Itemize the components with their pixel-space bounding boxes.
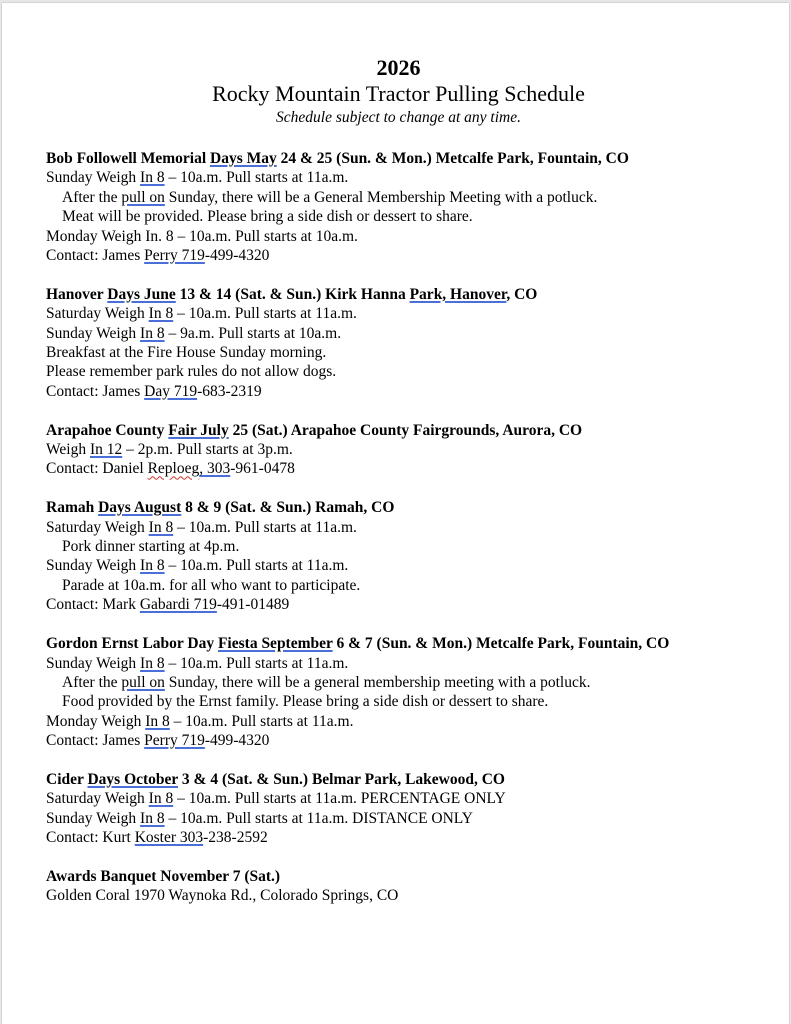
text-segment: Weigh [46, 441, 90, 459]
underlined-text: Fair July [168, 421, 229, 439]
event-detail-line [46, 518, 786, 537]
schedule-year: 2026 [376, 55, 421, 80]
underlined-text: Perry 719 [144, 732, 205, 750]
text-segment: – 10a.m. Pull starts at 11a.m. PERCENTAGE ONLY [173, 790, 506, 808]
document-page [2, 3, 789, 1024]
event-detail-line [46, 654, 786, 673]
event-heading [46, 498, 786, 517]
underlined-text: In 8 [148, 518, 174, 536]
event-detail-line [46, 828, 786, 847]
text-segment: Sunday Weigh [46, 324, 141, 342]
underlined-text: In 8 [140, 169, 165, 187]
event-detail-line [46, 362, 786, 381]
text-segment: After the [62, 673, 122, 691]
text-segment: Contact: James [46, 247, 145, 265]
text-segment: Contact: Daniel [46, 460, 148, 478]
text-segment: – 10a.m. Pull starts at 11a.m. [164, 557, 349, 575]
event-detail-line [46, 459, 786, 478]
event-detail-line [46, 809, 786, 828]
text-segment: -961-0478 [230, 460, 295, 478]
underlined-text: In 12 [89, 441, 123, 459]
event-detail-line [46, 576, 786, 595]
text-segment: Pork dinner starting at 4p.m. [62, 538, 240, 556]
text-segment: 13 & 14 (Sat. & Sun.) Kirk Hanna [175, 285, 410, 303]
event-detail-line [46, 382, 786, 401]
event-block [46, 421, 786, 479]
spellcheck-text: Reploeg [147, 460, 200, 478]
underlined-text: , 303 [199, 460, 231, 478]
text-segment: Ramah [46, 499, 99, 517]
text-segment: 25 (Sat.) Arapahoe County Fairgrounds, Aurora, CO [228, 421, 583, 439]
text-segment: Parade at 10a.m. for all who want to participate. [62, 576, 361, 594]
schedule-title: Rocky Mountain Tractor Pulling Schedule [212, 81, 585, 106]
event-detail-line [46, 537, 786, 556]
text-segment: Breakfast at the Fire House Sunday morning. [46, 344, 327, 362]
text-segment: Sunday Weigh [46, 557, 141, 575]
underlined-text: Gabardi 719 [139, 596, 217, 614]
underlined-text: Days May [210, 150, 277, 167]
schedule-subtitle: Schedule subject to change at any time. [276, 109, 521, 126]
text-segment: – 10a.m. Pull starts at 11a.m. [164, 654, 349, 672]
text-segment: Arapahoe County [46, 421, 169, 439]
text-segment: – 10a.m. Pull starts at 11a.m. [169, 712, 354, 730]
text-segment: Food provided by the Ernst family. Please bring a side dish or dessert to share. [62, 693, 549, 711]
underlined-text: Day 719 [144, 382, 198, 400]
text-segment: Sunday Weigh [46, 654, 141, 672]
underlined-text: Days June [107, 285, 176, 303]
event-detail-line [46, 886, 786, 905]
text-segment: 8 & 9 (Sat. & Sun.) Ramah, CO [181, 499, 395, 517]
text-segment: – 2p.m. Pull starts at 3p.m. [122, 441, 293, 459]
event-heading [46, 634, 786, 653]
event-block [46, 498, 786, 614]
text-segment: Gordon Ernst Labor Day [46, 635, 218, 653]
text-segment: – 10a.m. Pull starts at 11a.m. DISTANCE ONLY [164, 809, 473, 827]
text-segment: – 10a.m. Pull starts at 11a.m. [173, 305, 357, 323]
underlined-text: Days August [98, 499, 182, 517]
event-detail-line [46, 556, 786, 575]
underlined-text: In 8 [145, 712, 170, 730]
event-block [46, 867, 786, 906]
event-detail-line [46, 673, 786, 692]
event-detail-line [46, 789, 786, 808]
event-detail-line [46, 304, 786, 323]
text-segment: Sunday Weigh [46, 169, 141, 187]
text-segment: – 10a.m. Pull starts at 11a.m. [173, 518, 357, 536]
text-segment: -238-2592 [203, 829, 268, 847]
text-segment: Monday Weigh [46, 712, 146, 730]
text-segment: Contact: Mark [46, 596, 140, 614]
event-detail-line [46, 595, 786, 614]
event-detail-line [46, 343, 786, 362]
text-segment: -683-2319 [197, 382, 262, 400]
underlined-text: pull on [121, 188, 165, 206]
underlined-text: Days October [87, 770, 179, 788]
text-segment: -499-4320 [204, 247, 270, 265]
event-heading [46, 149, 786, 168]
text-segment: Saturday Weigh [46, 305, 149, 323]
text-segment: Sunday Weigh [46, 809, 141, 827]
underlined-text: In 8 [140, 809, 165, 827]
text-segment: Please remember park rules do not allow dogs. [46, 363, 337, 381]
event-detail-line [46, 324, 786, 343]
underlined-text: In 8 [148, 790, 174, 808]
text-segment: Awards Banquet November 7 (Sat.) [46, 867, 281, 885]
underlined-text: Park, Hanover [409, 285, 507, 303]
event-heading [46, 867, 786, 886]
text-segment: Golden Coral 1970 Waynoka Rd., Colorado Springs, CO [46, 887, 399, 905]
underlined-text: In 8 [140, 654, 165, 672]
event-detail-line [46, 731, 786, 750]
event-heading [46, 421, 786, 440]
text-segment: Meat will be provided. Please bring a side dish or dessert to share. [62, 208, 473, 226]
underlined-text: Perry 719 [144, 247, 205, 265]
document-header [2, 55, 791, 129]
text-segment: – 10a.m. Pull starts at 11a.m. [164, 169, 349, 187]
event-detail-line [46, 692, 786, 711]
event-list [46, 149, 786, 925]
underlined-text: pull on [121, 673, 165, 691]
event-detail-line [46, 168, 786, 187]
text-segment: Bob Followell Memorial [46, 150, 211, 167]
text-segment: Contact: James [46, 382, 145, 400]
text-segment: – 9a.m. Pull starts at 10a.m. [164, 324, 342, 342]
event-detail-line [46, 440, 786, 459]
event-block [46, 285, 786, 401]
text-segment: After the [62, 188, 122, 206]
event-detail-line [46, 712, 786, 731]
text-segment: 24 & 25 (Sun. & Mon.) Metcalfe Park, Fountain, CO [276, 150, 629, 167]
event-heading [46, 770, 786, 789]
underlined-text: Fiesta September [217, 635, 333, 653]
text-segment: 6 & 7 (Sun. & Mon.) Metcalfe Park, Fountain, CO [332, 635, 670, 653]
underlined-text: In 8 [140, 557, 165, 575]
text-segment: Sunday, there will be a general membership meeting with a potluck. [164, 673, 591, 691]
text-segment: Hanover [46, 285, 108, 303]
text-segment: Monday Weigh In. 8 – 10a.m. Pull starts at 10a.m. [46, 227, 358, 245]
event-detail-line [46, 246, 786, 265]
event-detail-line [46, 227, 786, 246]
underlined-text: In 8 [140, 324, 165, 342]
text-segment: Contact: Kurt [46, 829, 135, 847]
event-block [46, 149, 786, 265]
text-segment: , CO [506, 285, 538, 303]
text-segment: Contact: James [46, 732, 145, 750]
text-segment: -491-01489 [216, 596, 290, 614]
text-segment: Saturday Weigh [46, 518, 149, 536]
event-block [46, 770, 786, 848]
text-segment: -499-4320 [204, 732, 270, 750]
text-segment: Cider [46, 770, 88, 788]
underlined-text: In 8 [148, 305, 174, 323]
event-block [46, 634, 786, 750]
event-detail-line [46, 188, 786, 207]
text-segment: 3 & 4 (Sat. & Sun.) Belmar Park, Lakewood, CO [178, 770, 505, 788]
event-detail-line [46, 207, 786, 226]
text-segment: Saturday Weigh [46, 790, 149, 808]
text-segment: Sunday, there will be a General Membership Meeting with a potluck. [164, 188, 598, 206]
underlined-text: Koster 303 [134, 829, 204, 847]
event-heading [46, 285, 786, 304]
